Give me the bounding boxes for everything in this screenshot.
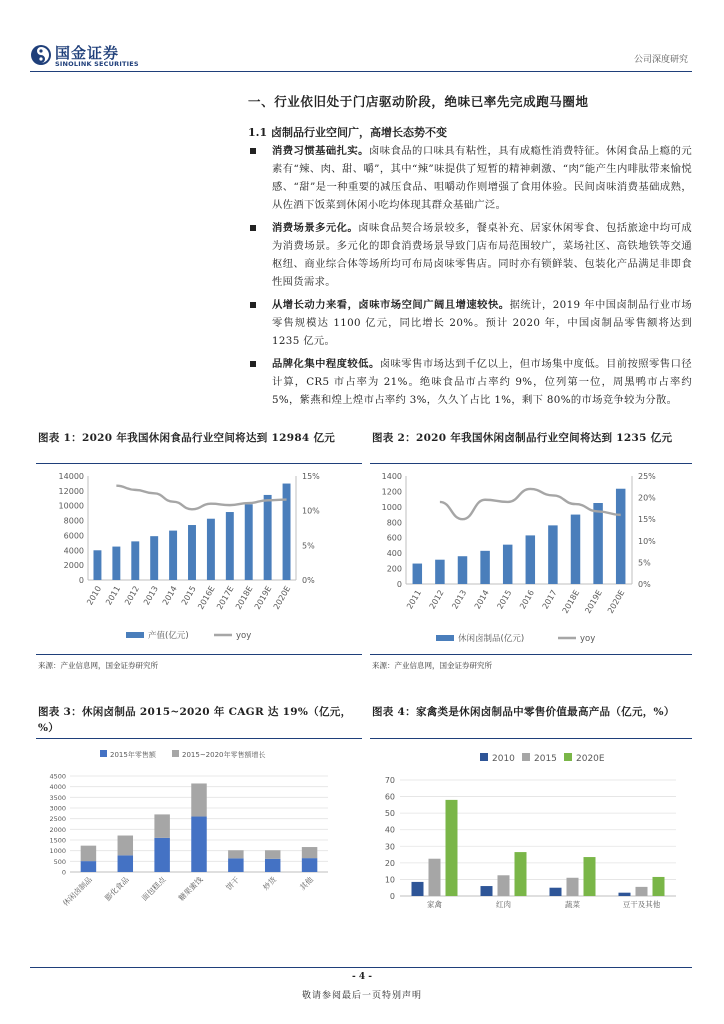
x-tick-label: 2016E (196, 584, 217, 612)
bar-2020E (616, 489, 625, 584)
bullet-square-icon (250, 225, 256, 231)
footer-divider (30, 967, 692, 968)
bullet-text: 卤味食品的口味具有粘性，具有成瘾性消费特征。休闲食品上瘾的元素有“辣、肉、甜、嚼”，其中“辣”味提供了短暂的精神刺激、“肉”能产生内啡肽带来愉悦感、“甜”是一种重要的减压食品、咀嚼动作则增强了食用体验。民间卤味消费基础成熟，从佐酒下饭菜到休闲小吃均体现其群众基础广泛。 (272, 145, 692, 211)
y-tick-label: 70 (384, 776, 395, 785)
bar-2020E-家禽 (446, 800, 458, 896)
x-tick-label: 蔬菜 (565, 900, 580, 909)
x-tick-label: 糖果蜜饯 (176, 875, 205, 903)
bar-2015-豆干及其他 (636, 887, 648, 896)
y-left-tick-label: 400 (386, 549, 402, 559)
x-tick-label: 炒货 (261, 875, 279, 893)
bar-2015-红肉 (498, 875, 510, 896)
x-tick-label: 2016 (518, 588, 537, 611)
y-tick-label: 0 (61, 868, 66, 877)
y-tick-label: 2500 (49, 815, 66, 824)
bar-2020E-蔬菜 (584, 857, 596, 896)
subsection-title: 1.1 卤制品行业空间广，高增长态势不变 (248, 126, 447, 139)
y-tick-label: 60 (384, 792, 395, 802)
bullet-text: 卤味零售市场达到千亿以上，但市场集中度低。目前按照零售口径计算，CR5 市占率为 21%。绝味食品市占率约 9%，位列第一位，周黑鸭市占率约 5%，紫燕和煌上煌市占率约 3%，久久丫占比 1%，剩下 80%的市场竞争较为分散。 (272, 358, 693, 406)
bar-growth-其他 (302, 847, 317, 858)
x-tick-label: 2014 (160, 584, 179, 607)
bar-2010-红肉 (481, 886, 493, 896)
x-tick-label: 2018E (233, 584, 255, 612)
header-divider (30, 71, 692, 72)
x-tick-label: 休闲卤制品 (60, 875, 94, 908)
bullet-text: 据统计，2019 年中国卤制品行业市场零售规模达 1100 亿元，同比增长 20%。预计 2020 年，中国卤制品零售额将达到 1235 亿元。 (272, 299, 692, 347)
y-right-tick-label: 5% (302, 541, 315, 551)
bar-2012 (131, 541, 139, 580)
bar-2017E (226, 512, 234, 580)
x-tick-label: 豆干及其他 (622, 900, 661, 909)
bar-2015-膨化食品 (118, 855, 133, 872)
legend-label-2020E: 2020E (576, 754, 605, 764)
y-tick-label: 20 (384, 858, 395, 868)
bar-2015-炒货 (265, 859, 280, 872)
y-right-tick-label: 10% (302, 506, 320, 516)
bullet-lead: 品牌化集中程度较低。 (272, 358, 380, 370)
page-number: - 4 - (352, 972, 372, 982)
y-right-tick-label: 0% (638, 580, 651, 589)
bullet-square-icon (250, 361, 256, 367)
bar-2015 (188, 525, 196, 580)
figure-1-title: 图表 1：2020 年我国休闲食品行业空间将达到 12984 亿元 (38, 432, 336, 444)
bar-growth-面包糕点 (154, 814, 169, 837)
bar-growth-休闲卤制品 (81, 846, 96, 861)
bar-2013 (150, 536, 158, 580)
x-tick-label: 饼干 (224, 875, 242, 893)
y-right-tick-label: 15% (638, 515, 656, 525)
legend-swatch-2015 (522, 753, 530, 761)
bar-2018E (245, 504, 253, 580)
bar-2012 (435, 560, 444, 584)
bullet-item (246, 219, 692, 291)
y-left-tick-label: 0 (396, 580, 402, 589)
bar-growth-糖果蜜饯 (191, 783, 206, 816)
bar-2013 (458, 556, 467, 584)
figure-3-chart (36, 740, 362, 912)
y-tick-label: 500 (53, 857, 66, 866)
bullet-item (246, 355, 692, 409)
y-tick-label: 1000 (49, 847, 66, 856)
figure-2-chart (370, 464, 692, 654)
x-tick-label: 2013 (141, 584, 160, 607)
y-right-tick-label: 15% (302, 472, 320, 481)
bar-2015-其他 (302, 858, 317, 872)
bullet-lead: 消费习惯基础扎实。 (272, 145, 369, 157)
legend-growth-swatch (172, 750, 179, 757)
y-left-tick-label: 6000 (63, 531, 84, 541)
legend-label-2010: 2010 (492, 754, 515, 764)
bar-growth-膨化食品 (118, 836, 133, 856)
figure-3-title: 图表 3：休闲卤制品 2015~2020 年 CAGR 达 19%（亿元，%） (38, 706, 352, 734)
bullet-text: 卤味食品契合场景较多，餐桌补充、居家休闲零食、包括旅途中均可成为消费场景。多元化的即食消费场景导致门店布局范围较广，菜场社区、高铁地铁等交通枢纽、商业综合体等场所均可布局卤味零售店。同时亦有锁鲜装、包装化产品满足非即食性囤货需求。 (272, 222, 692, 288)
x-tick-label: 2019E (252, 584, 274, 612)
bar-2020E-红肉 (515, 852, 527, 896)
x-tick-label: 2010 (85, 584, 104, 607)
bar-2014 (169, 531, 177, 580)
legend-bar-label: 休闲卤制品(亿元) (458, 634, 525, 644)
x-tick-label: 红肉 (496, 900, 511, 909)
figure-2-bottom-rule (370, 654, 692, 655)
y-left-tick-label: 8000 (63, 516, 84, 526)
legend-line-label: yoy (236, 631, 252, 641)
bar-2020E (283, 484, 291, 580)
figure-4-chart (370, 740, 692, 912)
figure-4-rule (370, 738, 692, 739)
bar-2015 (503, 545, 512, 584)
bar-2020E-豆干及其他 (653, 877, 665, 896)
y-right-tick-label: 10% (638, 536, 656, 546)
y-tick-label: 0 (389, 892, 395, 901)
bar-2014 (480, 551, 489, 584)
x-tick-label: 家禽 (427, 900, 442, 909)
bar-2011 (112, 547, 120, 580)
y-left-tick-label: 12000 (58, 486, 84, 496)
bullet-item (246, 142, 692, 214)
y-tick-label: 50 (384, 809, 395, 819)
x-tick-label: 2017 (540, 588, 559, 611)
y-left-tick-label: 600 (386, 533, 402, 543)
x-tick-label: 膨化食品 (103, 875, 131, 903)
y-tick-label: 4500 (49, 772, 66, 781)
x-tick-label: 2015 (179, 584, 198, 607)
y-left-tick-label: 1400 (381, 472, 402, 481)
y-tick-label: 4000 (49, 783, 66, 792)
y-left-tick-label: 10000 (58, 501, 84, 511)
bullet-list (246, 142, 692, 414)
bar-2015-家禽 (429, 859, 441, 896)
yoy-line (116, 486, 286, 510)
y-right-tick-label: 20% (638, 493, 656, 503)
legend-2015-swatch (100, 750, 107, 757)
y-tick-label: 10 (384, 875, 395, 885)
bullet-square-icon (250, 148, 256, 154)
legend-bar-swatch (126, 632, 144, 638)
x-tick-label: 2013 (450, 588, 469, 611)
legend-growth-label: 2015~2020年零售额增长 (182, 751, 266, 759)
y-left-tick-label: 14000 (58, 472, 84, 481)
bar-2019E (264, 495, 272, 580)
y-left-tick-label: 0 (78, 576, 84, 585)
legend-2015-label: 2015年零售额 (110, 751, 156, 759)
bar-2016 (526, 535, 535, 584)
legend-bar-swatch (436, 635, 454, 641)
figure-4-title: 图表 4：家禽类是休闲卤制品中零售价值最高产品（亿元，%） (372, 706, 675, 718)
bar-2015-面包糕点 (154, 838, 169, 872)
x-tick-label: 2017E (215, 584, 236, 612)
bar-2010-家禽 (412, 882, 424, 896)
x-tick-label: 2020E (271, 584, 293, 612)
y-right-tick-label: 5% (638, 558, 651, 568)
bar-2010-蔬菜 (550, 888, 562, 896)
y-left-tick-label: 1200 (381, 487, 402, 497)
y-tick-label: 2000 (49, 825, 66, 834)
y-left-tick-label: 1000 (381, 502, 402, 512)
y-tick-label: 3500 (49, 793, 66, 802)
bar-growth-饼干 (228, 850, 243, 858)
legend-swatch-2010 (480, 753, 488, 761)
figure-2-source: 来源：产业信息网，国金证券研究所 (372, 661, 492, 670)
figure-1-chart (36, 464, 362, 654)
bar-2019E (593, 503, 602, 584)
bar-growth-炒货 (265, 850, 280, 859)
report-type: 公司深度研究 (633, 55, 688, 65)
figure-1-source: 来源：产业信息网，国金证券研究所 (38, 661, 158, 670)
legend-label-2015: 2015 (534, 754, 557, 764)
x-tick-label: 面包糕点 (139, 875, 168, 903)
x-tick-label: 2015 (495, 588, 514, 611)
bullet-lead: 从增长动力来看，卤味市场空间广阔且增速较快。 (272, 299, 510, 311)
bar-2015-蔬菜 (567, 878, 579, 896)
y-left-tick-label: 200 (386, 564, 402, 574)
figure-1-bottom-rule (36, 654, 362, 655)
figure-3-rule (36, 738, 362, 739)
logo-english: SINOLINK SECURITIES (55, 60, 139, 68)
bar-2015-饼干 (228, 858, 243, 872)
bar-2015-糖果蜜饯 (191, 817, 206, 872)
x-tick-label: 2018E (560, 588, 582, 616)
bar-2010-豆干及其他 (619, 893, 631, 896)
bar-2015-休闲卤制品 (81, 861, 96, 872)
bar-2017 (548, 525, 557, 584)
legend-line-label: yoy (580, 634, 596, 644)
legend-bar-label: 产值(亿元) (148, 631, 189, 641)
x-tick-label: 2020E (605, 588, 627, 616)
y-tick-label: 40 (384, 825, 395, 835)
x-tick-label: 2012 (427, 588, 446, 611)
bar-2011 (413, 564, 422, 584)
y-tick-label: 30 (384, 842, 395, 852)
bullet-lead: 消费场景多元化。 (272, 222, 359, 234)
x-tick-label: 2011 (405, 588, 424, 611)
x-tick-label: 其他 (298, 875, 315, 893)
footer-disclaimer: 敬请参阅最后一页特别声明 (301, 991, 422, 1001)
y-left-tick-label: 800 (386, 518, 402, 528)
y-left-tick-label: 2000 (63, 561, 84, 571)
section-title: 一、行业依旧处于门店驱动阶段，绝味已率先完成跑马圈地 (248, 94, 589, 109)
y-tick-label: 1500 (49, 836, 66, 845)
x-tick-label: 2011 (104, 584, 123, 607)
legend-swatch-2020E (564, 753, 572, 761)
sinolink-logo-icon (30, 44, 52, 66)
y-right-tick-label: 25% (638, 472, 656, 481)
bullet-square-icon (250, 302, 256, 308)
y-left-tick-label: 4000 (63, 546, 84, 556)
bullet-item (246, 296, 692, 350)
bar-2016E (207, 519, 215, 580)
y-tick-label: 3000 (49, 804, 66, 813)
y-right-tick-label: 0% (302, 576, 315, 585)
x-tick-label: 2014 (472, 588, 491, 611)
x-tick-label: 2019E (583, 588, 604, 616)
bar-2010 (93, 550, 101, 580)
x-tick-label: 2012 (123, 584, 142, 607)
bar-2018E (571, 515, 580, 584)
logo-chinese: 国金证券 (55, 44, 120, 62)
figure-2-title: 图表 2：2020 年我国休闲卤制品行业空间将达到 1235 亿元 (372, 432, 673, 444)
